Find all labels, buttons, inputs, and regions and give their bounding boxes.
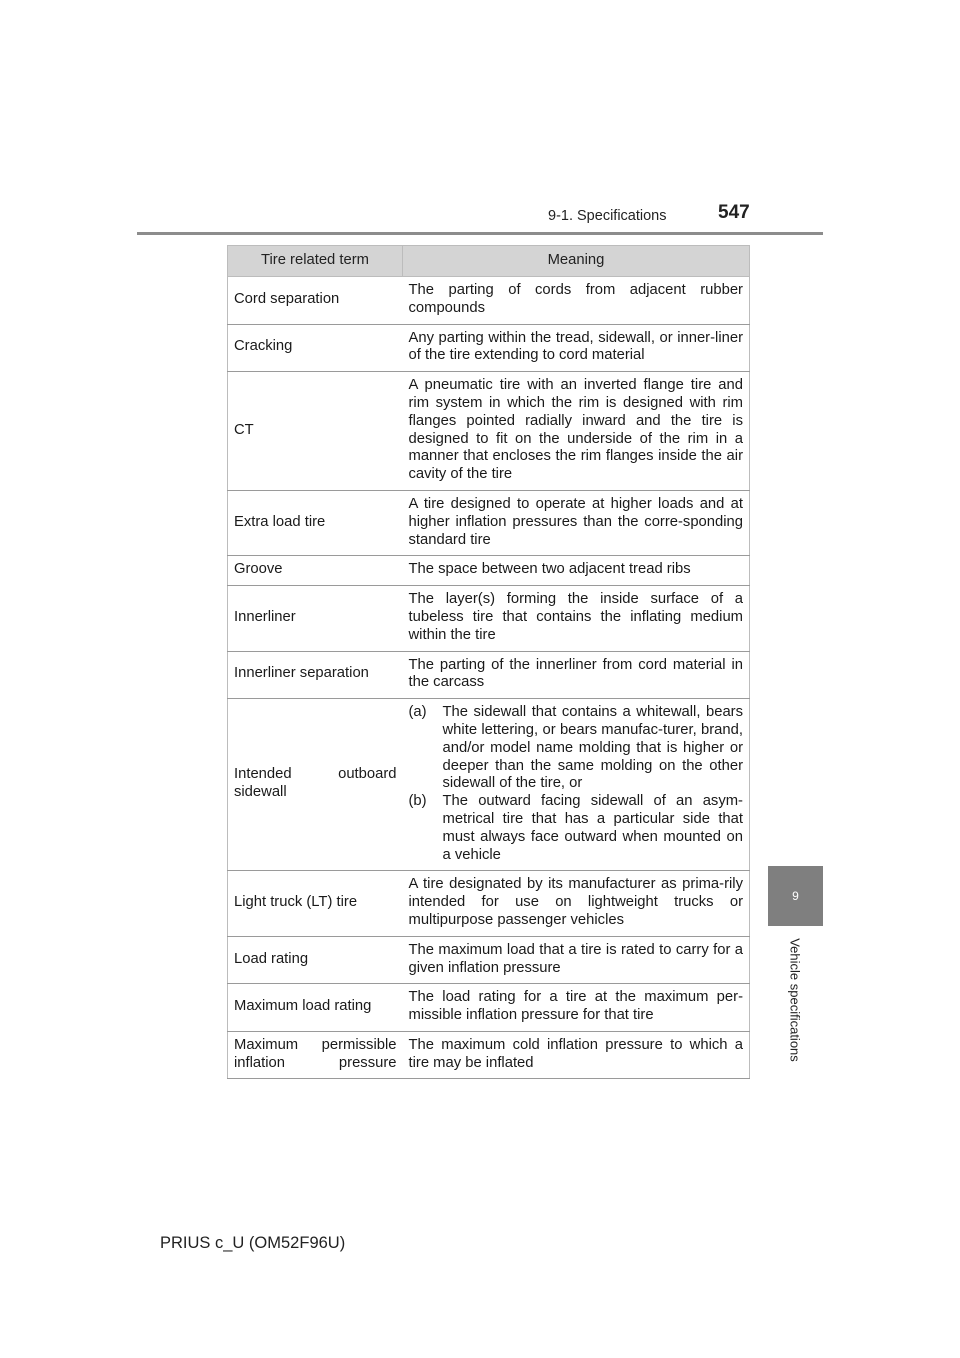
table-row — [228, 1031, 750, 1079]
column-header-meaning: Meaning — [403, 246, 750, 277]
meaning-cell: A tire designed to operate at higher loads and at higher inflation pressures than the corre-sponding standard tire — [403, 490, 750, 555]
term-cell: Extra load tire — [228, 490, 403, 555]
table-row — [228, 277, 750, 325]
table-row — [228, 556, 750, 586]
term-cell: Innerliner — [228, 586, 403, 651]
item-text: The outward facing sidewall of an asym-metrical tire that has a particular side that must always face outward when mounted on a vehicle — [442, 793, 743, 863]
meaning-cell: The space between two adjacent tread ribs — [403, 556, 750, 586]
page-number: 547 — [718, 202, 750, 223]
term-cell: Maximum load rating — [228, 984, 403, 1032]
meaning-cell: The maximum cold inflation pressure to which a tire may be inflated — [403, 1031, 750, 1079]
table-row — [228, 936, 750, 984]
meaning-cell: The load rating for a tire at the maximum per-missible inflation pressure for that tire — [403, 984, 750, 1032]
meaning-cell — [403, 699, 750, 871]
table-row — [228, 651, 750, 699]
item-label: (a) — [408, 704, 427, 721]
meaning-cell: A tire designated by its manufacturer as prima-rily intended for use on lightweight trucks or multipurpose passenger vehicles — [403, 871, 750, 936]
meaning-cell: A pneumatic tire with an inverted flange tire and rim system in which the rim is designed with rim flanges pointed radially inward and the tire is designed to fit on the underside of the rim in a manner that encloses the rim flanges inside the air cavity of the tire — [403, 372, 750, 491]
table-row — [228, 372, 750, 491]
column-header-term: Tire related term — [228, 246, 403, 277]
table-row — [228, 324, 750, 372]
table-header-row — [228, 246, 750, 277]
table-row — [228, 586, 750, 651]
term-cell: Intended outboard sidewall — [228, 699, 403, 871]
table-row — [228, 871, 750, 936]
tire-terms-table — [227, 245, 750, 1079]
meaning-cell: The parting of the innerliner from cord material in the carcass — [403, 651, 750, 699]
list-item — [409, 793, 744, 864]
table-row — [228, 490, 750, 555]
term-cell: Innerliner separation — [228, 651, 403, 699]
term-cell: CT — [228, 372, 403, 491]
meaning-cell: The layer(s) forming the inside surface of a tubeless tire that contains the inflating medium within the tire — [403, 586, 750, 651]
item-label: (b) — [408, 793, 427, 810]
meaning-cell: The maximum load that a tire is rated to carry for a given inflation pressure — [403, 936, 750, 984]
term-cell: Cracking — [228, 324, 403, 372]
chapter-tab — [768, 866, 823, 926]
term-cell: Cord separation — [228, 277, 403, 325]
term-cell: Maximum permissible inflation pressure — [228, 1031, 403, 1079]
chapter-number: 9 — [792, 889, 799, 903]
chapter-title: Vehicle specifications — [787, 938, 803, 1062]
term-cell: Groove — [228, 556, 403, 586]
term-cell: Load rating — [228, 936, 403, 984]
table-row — [228, 984, 750, 1032]
meaning-cell: The parting of cords from adjacent rubber compounds — [403, 277, 750, 325]
footer-model-code: PRIUS c_U (OM52F96U) — [160, 1234, 346, 1252]
list-item — [409, 704, 744, 793]
term-cell: Light truck (LT) tire — [228, 871, 403, 936]
table-row — [228, 699, 750, 871]
meaning-cell: Any parting within the tread, sidewall, or inner-liner of the tire extending to cord material — [403, 324, 750, 372]
header-divider — [137, 232, 823, 235]
item-text: The sidewall that contains a whitewall, bears white lettering, or bears manufac-turer, brand, and/or model name molding that is higher or deeper than the same molding on the other sidewall of the tire, or — [442, 704, 743, 792]
section-title: 9-1. Specifications — [548, 208, 667, 224]
